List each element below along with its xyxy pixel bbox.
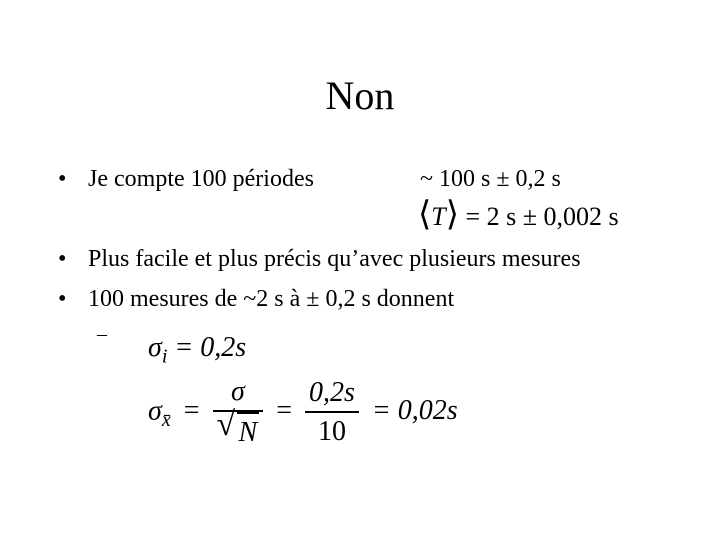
bullet-item-easier — [58, 244, 581, 274]
slide-title: Non — [325, 73, 395, 118]
sigma-i-equation — [148, 330, 246, 375]
bullet-item-periods — [58, 164, 314, 194]
bullet-item-measures — [58, 284, 454, 314]
bullet-marker: • — [58, 286, 67, 312]
fraction-numerator: 0,2s — [308, 377, 355, 408]
sigma-mean-equation — [148, 374, 458, 452]
period-symbol: T — [431, 202, 446, 231]
sigma-mean-subscript: x̄ — [161, 409, 171, 432]
bullet-text: 100 mesures de ~2 s à ± 0,2 s donnent — [88, 286, 455, 312]
sigma-i-value: = 0,2s — [174, 332, 247, 363]
bullet-marker: • — [58, 166, 67, 192]
sigma-subscript: i — [161, 345, 168, 368]
fraction-denominator: √ N — [213, 412, 264, 452]
bullet-text: Je compte 100 périodes — [88, 166, 314, 192]
sub-bullet-dash: – — [97, 323, 107, 345]
sqrt-argument: N — [237, 412, 260, 452]
equals-sign: = — [276, 395, 292, 427]
mean-period-equation: ⟨T⟩ = 2 s ± 0,002 s — [418, 196, 619, 233]
fraction-sigma-sqrt-n — [213, 374, 264, 452]
fraction-value — [305, 375, 359, 451]
equals-sign: = — [183, 395, 200, 427]
sigma-symbol: σ — [148, 395, 162, 427]
fraction-numerator: σ — [230, 376, 245, 407]
periods-result: ~ 100 s ± 0,2 s — [420, 166, 561, 192]
bullet-text: Plus facile et plus précis qu’avec plusieurs mesures — [88, 246, 581, 272]
fraction-denominator: 10 — [317, 416, 346, 447]
sigma-mean-result: = 0,02s — [371, 395, 458, 427]
sigma-symbol: σ — [148, 332, 162, 363]
bullet-marker: • — [58, 246, 67, 272]
period-value: = 2 s ± 0,002 s — [465, 202, 619, 231]
